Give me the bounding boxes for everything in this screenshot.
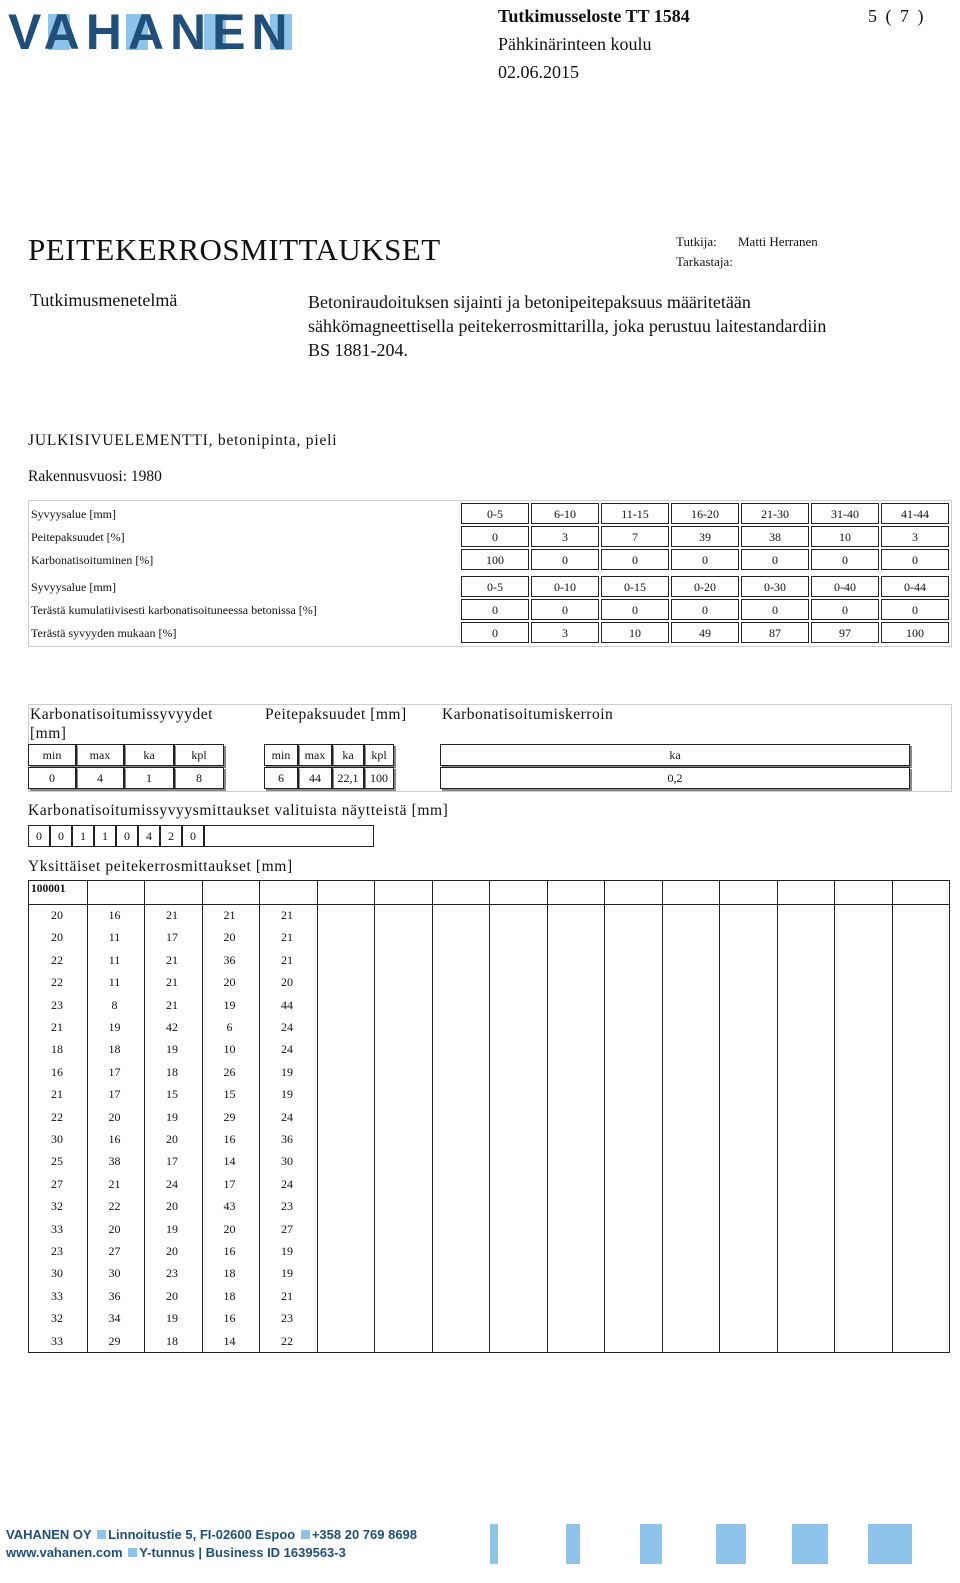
measurement-value: 22 (281, 1333, 293, 1348)
measurement-value: 27 (281, 1221, 293, 1236)
measurement-value: 19 (108, 1020, 121, 1034)
measurement-value: 43 (223, 1199, 236, 1214)
measurement-value: 22 (51, 1109, 63, 1124)
measurement-value: 36 (223, 952, 236, 967)
document-date: 02.06.2015 (498, 62, 579, 82)
measurement-value: 16 (51, 1064, 63, 1079)
value-cell: 8 (174, 767, 224, 789)
table-cell: 11-15 (601, 503, 669, 524)
measurement-value: 26 (223, 1064, 236, 1079)
sample-cell: 0 (28, 825, 50, 847)
sample-cell: 0 (116, 825, 138, 847)
measurement-value: 11 (108, 975, 121, 990)
measurement-value: 24 (281, 1176, 293, 1191)
row-label: Syvyysalue [mm] (31, 580, 116, 594)
distribution-row (29, 576, 951, 598)
footer-website: www.vahanen.com (6, 1545, 123, 1560)
measurement-value: 6 (226, 1020, 233, 1034)
measurement-value: 33 (51, 1288, 63, 1303)
measurement-value: 20 (51, 930, 63, 945)
measurement-value: 19 (281, 1087, 293, 1102)
table-cell: 0 (461, 622, 529, 643)
measurement-value: 30 (281, 1154, 293, 1169)
grid-column-line (374, 881, 375, 1352)
sample-cell: 0 (182, 825, 204, 847)
measurement-value: 20 (281, 975, 293, 990)
footer-decor-bar (566, 1524, 580, 1564)
measurement-value: 23 (51, 1244, 63, 1258)
measurement-value: 23 (166, 1266, 178, 1281)
table-cell: 21-30 (741, 503, 809, 524)
grid-column-line (892, 881, 893, 1352)
table-cell: 31-40 (811, 503, 879, 524)
distribution-row (29, 549, 951, 571)
value-cell: 100 (364, 767, 394, 789)
measurement-value: 21 (281, 930, 293, 945)
table-cell: 0-30 (741, 576, 809, 597)
measurement-value: 21 (281, 952, 293, 967)
table-cell: 3 (881, 526, 949, 547)
table-cell: 0 (741, 599, 809, 620)
footer-web (6, 1545, 346, 1560)
value-cell: 44 (298, 767, 332, 789)
row-label: Karbonatisoituminen [%] (31, 553, 154, 567)
table-cell: 0 (881, 599, 949, 620)
checker-label: Tarkastaja: (676, 254, 733, 269)
measurement-value: 42 (166, 1020, 178, 1034)
measurement-value: 32 (51, 1199, 63, 1214)
distribution-row (29, 599, 951, 621)
table-cell: 39 (671, 526, 739, 547)
table-cell: 0 (881, 549, 949, 570)
table-cell: 0-20 (671, 576, 739, 597)
table-cell: 7 (601, 526, 669, 547)
value-cell: 1 (124, 767, 174, 789)
measurement-value: 14 (223, 1333, 236, 1348)
table-cell: 41-44 (881, 503, 949, 524)
table-cell: 3 (531, 622, 599, 643)
measurement-value: 19 (281, 1244, 293, 1258)
table-cell: 10 (601, 622, 669, 643)
table-cell: 0-15 (601, 576, 669, 597)
value-cell: 0 (28, 767, 76, 789)
measurement-value: 22 (51, 975, 63, 990)
method-description: Betoniraudoituksen sijainti ja betonipeitepaksuus määritetään sähkömagneettisella peitekerrosmittarilla, joka perustuu laitestandardiin BS 1881-204. (308, 292, 827, 360)
page-number: 5 ( 7 ) (868, 6, 926, 26)
measurement-value: 23 (281, 1199, 293, 1214)
carbonation-depths-title: Karbonatisoitumissyvyydet [mm] (30, 706, 213, 742)
method-label: Tutkimusmenetelmä (30, 290, 178, 310)
distribution-row (29, 622, 951, 644)
measurement-value: 34 (108, 1311, 121, 1326)
header-cell: ka (332, 744, 364, 766)
measurement-value: 21 (51, 1020, 63, 1034)
measurement-value: 17 (108, 1064, 121, 1079)
measurement-value: 24 (281, 1042, 293, 1057)
grid-column-line (777, 881, 778, 1352)
table-cell: 49 (671, 622, 739, 643)
table-cell: 87 (741, 622, 809, 643)
measurement-value: 18 (51, 1042, 63, 1057)
document-title: Tutkimusseloste TT 1584 (498, 6, 690, 26)
measurement-value: 16 (223, 1244, 236, 1258)
single-measurements-title: Yksittäiset peitekerrosmittaukset [mm] (28, 858, 293, 875)
coefficient-value: 0,2 (440, 767, 910, 789)
table-cell: 97 (811, 622, 879, 643)
header-cell: kpl (174, 744, 224, 766)
measurement-value: 23 (281, 1311, 293, 1326)
header-cell: min (28, 744, 76, 766)
table-cell: 16-20 (671, 503, 739, 524)
measurement-value: 18 (166, 1064, 178, 1079)
header-cell: max (76, 744, 124, 766)
measurement-value: 25 (51, 1154, 63, 1169)
row-label: Syvyysalue [mm] (31, 507, 116, 521)
measurement-value: 17 (108, 1087, 121, 1102)
footer-decor-bar (716, 1524, 746, 1564)
table-cell: 0-40 (811, 576, 879, 597)
coefficient-header: ka (440, 744, 910, 766)
measurement-value: 29 (108, 1333, 121, 1348)
measurement-value: 24 (281, 1109, 293, 1124)
sample-measurements-title: Karbonatisoitumissyvyysmittaukset valituista näytteistä [mm] (28, 802, 449, 819)
footer-decor-bar (640, 1524, 662, 1564)
measurement-value: 11 (108, 952, 121, 967)
sample-cell: 2 (160, 825, 182, 847)
header-cell: ka (124, 744, 174, 766)
grid-column-line (604, 881, 605, 1352)
measurement-value: 20 (166, 1199, 178, 1214)
table-cell: 3 (531, 526, 599, 547)
measurement-value: 21 (166, 908, 178, 922)
measurement-value: 19 (166, 1042, 178, 1057)
sample-cell: 0 (50, 825, 72, 847)
measurement-value: 20 (223, 930, 236, 945)
value-cell: 4 (76, 767, 124, 789)
measurement-value: 21 (223, 908, 236, 922)
measurement-value: 19 (166, 1311, 178, 1326)
measurement-value: 36 (281, 1132, 293, 1146)
cover-thickness-title: Peitepaksuudet [mm] (265, 706, 407, 723)
table-cell: 100 (881, 622, 949, 643)
measurement-value: 38 (108, 1154, 121, 1169)
measurement-value: 20 (108, 1109, 121, 1124)
table-cell: 0 (531, 599, 599, 620)
header-cell: kpl (364, 744, 394, 766)
measurement-value: 18 (223, 1288, 236, 1303)
measurement-value: 32 (51, 1311, 63, 1326)
header-cell: min (264, 744, 298, 766)
measurement-value: 8 (111, 997, 118, 1012)
grid-column-line (317, 881, 318, 1352)
measurement-value: 16 (223, 1132, 236, 1146)
table-cell: 0 (811, 549, 879, 570)
measurement-value: 29 (223, 1109, 236, 1124)
distribution-row (29, 526, 951, 548)
measurement-value: 21 (166, 975, 178, 990)
measurement-value: 10 (223, 1042, 236, 1057)
table-cell: 0 (671, 549, 739, 570)
measurement-value: 16 (108, 908, 121, 922)
table-cell: 0 (811, 599, 879, 620)
table-cell: 0-10 (531, 576, 599, 597)
table-cell: 6-10 (531, 503, 599, 524)
measurement-value: 21 (108, 1176, 121, 1191)
measurement-value: 18 (223, 1266, 236, 1281)
measurement-value: 16 (108, 1132, 121, 1146)
footer-decor-bar (490, 1524, 498, 1564)
investigator-name: Matti Herranen (738, 234, 818, 249)
row-label: Terästä kumulatiivisesti karbonatisoituneessa betonissa [%] (31, 603, 317, 617)
footer-decor-bar (792, 1524, 828, 1564)
school-name: Pähkinärinteen koulu (498, 34, 652, 54)
measurement-value: 20 (166, 1288, 178, 1303)
measurement-value: 17 (166, 930, 178, 945)
measurement-value: 18 (166, 1333, 178, 1348)
footer-phone: +358 20 769 8698 (311, 1527, 418, 1542)
distribution-row (29, 503, 951, 525)
header-cell: max (298, 744, 332, 766)
grid-column-line (719, 881, 720, 1352)
carbonation-coefficient-title: Karbonatisoitumiskerroin (442, 706, 614, 723)
footer-address: Linnoitustie 5, FI-02600 Espoo (108, 1527, 296, 1542)
measurement-value: 24 (281, 1020, 293, 1034)
sample-cell-empty (204, 825, 374, 847)
measurement-value: 20 (108, 1221, 121, 1236)
single-measurements-grid (28, 880, 950, 1353)
measurement-value: 20 (166, 1244, 178, 1258)
measurement-value: 22 (108, 1199, 121, 1214)
row-label: Terästä syvyyden mukaan [%] (31, 626, 177, 640)
measurement-value: 27 (51, 1176, 63, 1191)
measurement-value: 15 (223, 1087, 236, 1102)
measurement-value: 20 (223, 1221, 236, 1236)
table-cell: 0-5 (461, 503, 529, 524)
measurement-value: 18 (108, 1042, 121, 1057)
sample-cell: 1 (94, 825, 116, 847)
measurement-value: 19 (281, 1064, 293, 1079)
measurement-value: 21 (281, 1288, 293, 1303)
table-cell: 0 (461, 526, 529, 547)
measurement-value: 20 (51, 908, 63, 922)
measurement-value: 33 (51, 1333, 63, 1348)
footer-company: VAHANEN OY (6, 1527, 92, 1542)
grid-column-line (547, 881, 548, 1352)
table-cell: 0 (671, 599, 739, 620)
footer-business-id: Y-tunnus | Business ID 1639563-3 (139, 1545, 346, 1560)
table-cell: 100 (461, 549, 529, 570)
grid-column-line (662, 881, 663, 1352)
measurement-value: 15 (166, 1087, 178, 1102)
investigator-label: Tutkija: (676, 234, 717, 249)
footer-contact (6, 1527, 417, 1542)
value-cell: 6 (264, 767, 298, 789)
table-cell: 0 (461, 599, 529, 620)
measurement-value: 19 (223, 997, 236, 1012)
measurement-value: 21 (166, 997, 178, 1012)
measurement-value: 20 (166, 1132, 178, 1146)
construction-year: Rakennusvuosi: 1980 (28, 468, 162, 485)
table-cell: 0 (741, 549, 809, 570)
table-cell: 0 (601, 549, 669, 570)
measurement-value: 21 (166, 952, 178, 967)
grid-column-line (834, 881, 835, 1352)
page-title: PEITEKERROSMITTAUKSET (28, 232, 441, 267)
measurement-value: 14 (223, 1154, 236, 1169)
measurement-value: 23 (51, 997, 63, 1012)
measurement-value: 30 (108, 1266, 121, 1281)
measurement-value: 22 (51, 952, 63, 967)
measurement-value: 19 (281, 1266, 293, 1281)
measurement-value: 19 (166, 1221, 178, 1236)
measurement-value: 16 (223, 1311, 236, 1326)
measurement-value: 30 (51, 1132, 63, 1146)
measurement-id: 100001 (31, 883, 66, 895)
measurement-value: 21 (281, 908, 293, 922)
grid-column-line (432, 881, 433, 1352)
footer-decor-bar (868, 1524, 912, 1564)
measurement-value: 17 (166, 1154, 178, 1169)
measurement-value: 27 (108, 1244, 121, 1258)
measurement-value: 17 (223, 1176, 236, 1191)
section-heading: JULKISIVUELEMENTTI, betonipinta, pieli (28, 432, 338, 449)
measurement-value: 24 (166, 1176, 178, 1191)
sample-cell: 4 (138, 825, 160, 847)
measurement-value: 36 (108, 1288, 121, 1303)
measurement-value: 30 (51, 1266, 63, 1281)
company-logo (8, 4, 298, 60)
row-label: Peitepaksuudet [%] (31, 530, 125, 544)
table-cell: 0-5 (461, 576, 529, 597)
measurement-value: 21 (51, 1087, 63, 1102)
table-cell: 38 (741, 526, 809, 547)
grid-column-line (489, 881, 490, 1352)
measurement-value: 44 (281, 997, 293, 1012)
measurement-value: 19 (166, 1109, 178, 1124)
table-cell: 0 (601, 599, 669, 620)
logo-text: VAHANEN (8, 4, 294, 60)
measurement-value: 33 (51, 1221, 63, 1236)
table-cell: 10 (811, 526, 879, 547)
sample-cell: 1 (72, 825, 94, 847)
measurement-value: 20 (223, 975, 236, 990)
measurement-value: 11 (108, 930, 121, 945)
depth-distribution-table (28, 500, 952, 647)
table-cell: 0-44 (881, 576, 949, 597)
value-cell: 22,1 (332, 767, 364, 789)
table-cell: 0 (531, 549, 599, 570)
